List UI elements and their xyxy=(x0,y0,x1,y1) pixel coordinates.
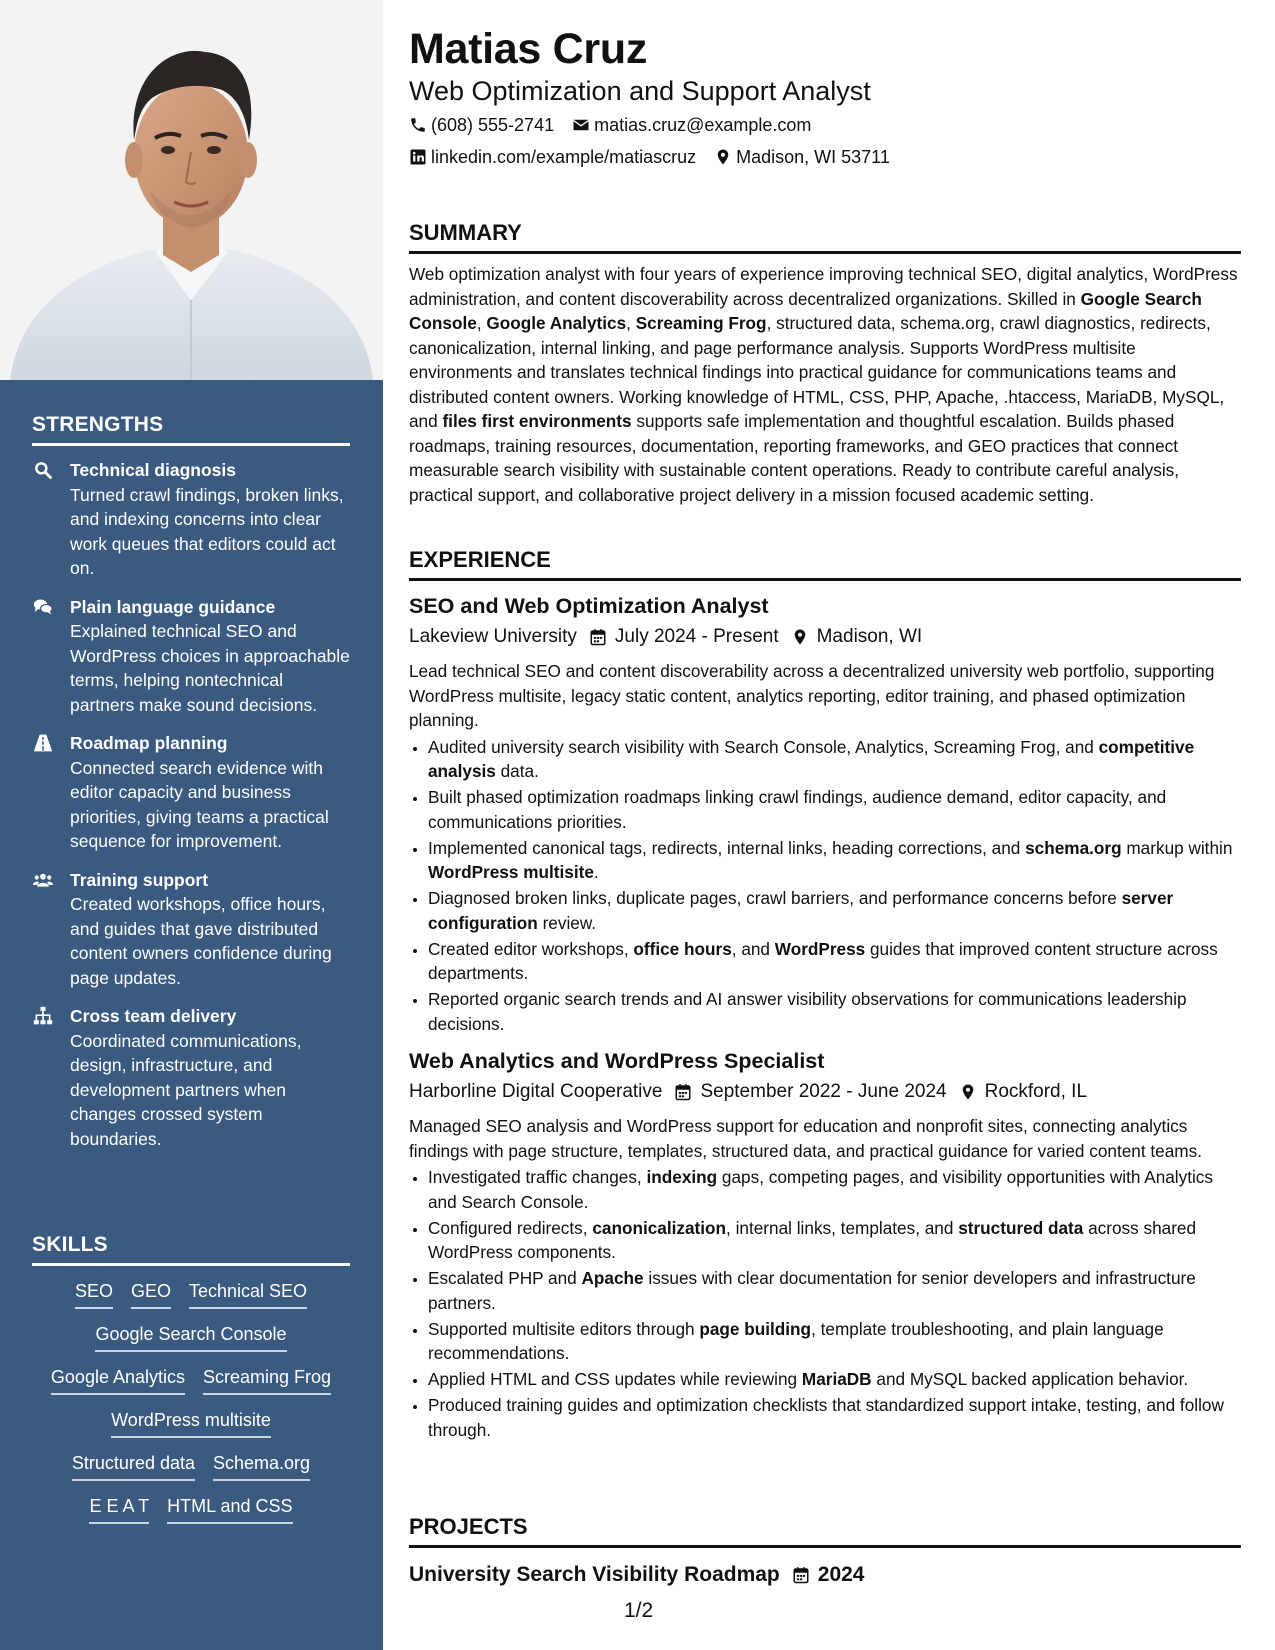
skill-tag: SEO xyxy=(75,1279,113,1309)
skill-tag: Structured data xyxy=(72,1451,195,1481)
list-item xyxy=(428,1216,1241,1265)
list-item xyxy=(428,1393,1241,1442)
text-segment: Investigated traffic changes, xyxy=(428,1167,647,1187)
strength-title: Technical diagnosis xyxy=(70,460,236,480)
skills-row xyxy=(32,1408,350,1438)
sitemap-icon xyxy=(32,1006,54,1026)
text-segment: markup within xyxy=(1121,837,1233,858)
email-text: matias.cruz@example.com xyxy=(594,115,812,135)
contact-linkedin xyxy=(409,145,696,169)
skill-tag: Screaming Frog xyxy=(203,1365,331,1395)
location-text: Madison, WI xyxy=(816,626,923,647)
strength-description: Created workshops, office hours, and guides that gave distributed content owners confidence during page updates. xyxy=(70,894,332,988)
bold-text: files first environments xyxy=(442,411,632,431)
text-segment: Escalated PHP and xyxy=(428,1268,582,1288)
text-segment: Implemented canonical tags, redirects, internal links, heading corrections, and xyxy=(428,837,1026,858)
map-pin-icon xyxy=(959,1083,977,1101)
project-title: University Search Visibility Roadmap xyxy=(409,1563,780,1586)
bold-text: Apache xyxy=(581,1268,644,1288)
list-item xyxy=(428,937,1241,986)
strength-item xyxy=(32,868,350,991)
skills-row xyxy=(32,1322,350,1352)
strength-item xyxy=(32,731,350,854)
list-item xyxy=(428,1165,1241,1214)
text-segment: Reported organic search trends and AI answer visibility observations for communications leadership decisions. xyxy=(428,989,1187,1034)
strength-description: Explained technical SEO and WordPress choices in approachable terms, helping nontechnical partners make sound decisions. xyxy=(70,621,350,715)
text-segment: review. xyxy=(537,912,597,933)
bold-text: office hours xyxy=(633,938,732,959)
company-name: Lakeview University xyxy=(409,626,577,647)
search-icon xyxy=(32,460,54,480)
strength-title: Cross team delivery xyxy=(70,1006,237,1026)
text-segment: Built phased optimization roadmaps linking crawl findings, audience demand, editor capacity, and communications priorities. xyxy=(428,787,1167,832)
envelope-icon xyxy=(572,116,590,134)
skill-tag: HTML and CSS xyxy=(167,1494,292,1524)
skill-tag: Technical SEO xyxy=(189,1279,307,1309)
job-bullets xyxy=(409,1165,1241,1442)
bold-text: canonicalization xyxy=(592,1217,727,1238)
text-segment: , xyxy=(626,313,636,333)
skills-row xyxy=(32,1451,350,1481)
map-pin-icon xyxy=(791,628,809,646)
skills-row xyxy=(32,1279,350,1309)
strength-description: Coordinated communications, design, infrastructure, and development partners when changes crossed system boundaries. xyxy=(70,1030,302,1149)
list-item xyxy=(428,886,1241,935)
text-segment: . xyxy=(593,862,599,882)
skills-row xyxy=(32,1365,350,1395)
profile-photo xyxy=(0,0,383,380)
dates-text: September 2022 - June 2024 xyxy=(700,1081,947,1102)
sidebar xyxy=(0,0,383,1650)
strengths-section xyxy=(32,413,350,1151)
bold-text: schema.org xyxy=(1025,837,1122,858)
bold-text: WordPress multisite xyxy=(428,862,594,882)
list-item xyxy=(428,836,1241,885)
bold-text: WordPress xyxy=(774,938,866,959)
bold-text: indexing xyxy=(646,1167,718,1187)
text-segment: , internal links, templates, and xyxy=(726,1217,959,1238)
comments-icon xyxy=(32,597,54,617)
skill-tag: GEO xyxy=(131,1279,171,1309)
text-segment: , template troubleshooting, and plain language recommendations. xyxy=(428,1318,1164,1363)
skill-tag: WordPress multisite xyxy=(111,1408,271,1438)
job-description: Managed SEO analysis and WordPress support for education and nonprofit sites, connecting analytics findings with page structure, templates, structured data, and practical guidance for varied content teams. xyxy=(409,1116,1202,1161)
list-item xyxy=(428,735,1241,784)
strength-title: Training support xyxy=(70,869,209,890)
job-dates xyxy=(589,623,779,651)
page-number: 1/2 xyxy=(624,1599,654,1622)
job-description: Lead technical SEO and content discoverability across a decentralized university web portfolio, supporting WordPress multisite, legacy static content, analytics reporting, editor training, and phased optimization planning. xyxy=(409,661,1215,730)
text-segment: Configured redirects, xyxy=(428,1217,593,1238)
projects-heading: PROJECTS xyxy=(409,1513,1241,1548)
contact-email xyxy=(572,113,811,137)
skill-tag: E E A T xyxy=(89,1494,149,1524)
experience-section xyxy=(409,546,1241,1442)
contact-row xyxy=(409,145,890,169)
users-icon xyxy=(32,870,54,890)
calendar-icon xyxy=(589,628,607,646)
skills-row xyxy=(32,1494,350,1524)
text-segment: Audited university search visibility with Search Console, Analytics, Screaming Frog, and xyxy=(428,736,1099,757)
job-bullets xyxy=(409,735,1241,1037)
bold-text: page building xyxy=(699,1318,812,1339)
dates-text: July 2024 - Present xyxy=(614,626,779,647)
job-location xyxy=(959,1078,1087,1106)
job-title: Web Analytics and WordPress Specialist xyxy=(409,1049,825,1073)
text-segment: issues with clear documentation for senior developers and infrastructure partners. xyxy=(428,1268,1196,1313)
text-segment: Created editor workshops, xyxy=(428,938,634,959)
job-meta xyxy=(409,1078,1241,1106)
location-text: Rockford, IL xyxy=(984,1081,1088,1102)
job-location xyxy=(791,623,923,651)
job-dates xyxy=(674,1078,946,1106)
text-segment: supports safe implementation and thoughtful escalation. Builds phased roadmaps, training resources, documentation, reporting frameworks, and GEO practices that connect measurable search visibility with sustainable content operations. Ready to contribute careful analysis, practical support, and collaborative project delivery in a mission focused academic setting. xyxy=(409,411,1180,505)
location-text: Madison, WI 53711 xyxy=(736,147,890,167)
phone-text: (608) 555-2741 xyxy=(431,115,555,135)
skill-tag: Google Analytics xyxy=(51,1365,185,1395)
text-segment: , and xyxy=(731,938,775,959)
strength-description: Turned crawl findings, broken links, and indexing concerns into clear work queues that editors could act on. xyxy=(70,484,344,578)
job-title: SEO and Web Optimization Analyst xyxy=(409,594,769,618)
job-meta xyxy=(409,623,1241,651)
strength-title: Roadmap planning xyxy=(70,733,228,753)
summary-heading: SUMMARY xyxy=(409,219,1241,254)
bold-text: Google Search Console xyxy=(409,288,1202,333)
strength-item xyxy=(32,458,350,581)
text-segment: , xyxy=(476,313,487,333)
contact-row xyxy=(409,113,811,137)
list-item xyxy=(428,1317,1241,1366)
projects-section xyxy=(409,1513,1241,1590)
year-text: 2024 xyxy=(817,1563,865,1586)
text-segment: data. xyxy=(495,761,539,781)
text-segment: gaps, competing pages, and visibility opportunities with Analytics and Search Console. xyxy=(428,1167,1213,1212)
list-item xyxy=(428,987,1241,1036)
skills-heading: SKILLS xyxy=(32,1233,350,1266)
skill-tag: Schema.org xyxy=(213,1451,310,1481)
text-segment: Supported multisite editors through xyxy=(428,1318,700,1339)
skills-section xyxy=(32,1233,350,1524)
experience-heading: EXPERIENCE xyxy=(409,546,1241,581)
linkedin-text: linkedin.com/example/matiascruz xyxy=(431,147,697,167)
list-item xyxy=(428,1266,1241,1315)
strength-item xyxy=(32,595,350,718)
list-item xyxy=(428,1367,1241,1392)
bold-text: server configuration xyxy=(428,888,1174,933)
text-segment: Diagnosed broken links, duplicate pages, crawl barriers, and performance concerns before xyxy=(428,888,1122,908)
summary-text xyxy=(409,262,1241,507)
strengths-heading: STRENGTHS xyxy=(32,413,350,446)
bold-text: structured data xyxy=(958,1217,1084,1238)
candidate-name: Matias Cruz xyxy=(409,25,648,73)
summary-section xyxy=(409,219,1241,507)
text-segment: Produced training guides and optimization checklists that standardized support intake, testing, and follow through. xyxy=(428,1395,1224,1440)
contact-phone xyxy=(409,113,554,137)
bold-text: Google Analytics xyxy=(486,313,627,333)
strength-title: Plain language guidance xyxy=(70,596,276,617)
text-segment: guides that improved content structure across departments. xyxy=(428,938,1218,983)
text-segment: and MySQL backed application behavior. xyxy=(871,1369,1189,1389)
text-segment: , structured data, schema.org, crawl diagnostics, redirects, canonicalization, internal linking, and page performance analysis. Supports WordPress multisite environments and translates technical findings into practical guidance for communications teams and distributed content owners. Working knowledge of HTML, CSS, PHP, Apache, .htaccess, MariaDB, MySQL, and xyxy=(409,313,1225,431)
bold-text: MariaDB xyxy=(801,1369,872,1389)
project-entry xyxy=(409,1560,1241,1590)
calendar-icon xyxy=(674,1083,692,1101)
map-pin-icon xyxy=(714,148,732,166)
road-icon xyxy=(32,733,54,753)
project-year xyxy=(792,1560,865,1590)
text-segment: Web optimization analyst with four years of experience improving technical SEO, digital analytics, WordPress administration, and content discoverability across decentralized organizations. Skilled in xyxy=(409,264,1238,309)
bold-text: competitive analysis xyxy=(428,736,1195,781)
list-item xyxy=(428,785,1241,834)
bold-text: Screaming Frog xyxy=(635,313,767,333)
skills-list xyxy=(32,1279,350,1524)
linkedin-icon xyxy=(409,148,427,166)
company-name: Harborline Digital Cooperative xyxy=(409,1081,663,1102)
skill-tag: Google Search Console xyxy=(95,1322,286,1352)
contact-location xyxy=(714,145,890,169)
job-entry xyxy=(409,1046,1241,1442)
text-segment: across shared WordPress components. xyxy=(428,1217,1197,1262)
calendar-icon xyxy=(792,1566,810,1584)
candidate-title: Web Optimization and Support Analyst xyxy=(409,76,871,106)
phone-icon xyxy=(409,116,427,134)
job-entry xyxy=(409,591,1241,1036)
strength-item xyxy=(32,1004,350,1151)
strength-description: Connected search evidence with editor capacity and business priorities, giving teams a practical sequence for improvement. xyxy=(70,757,329,851)
text-segment: Applied HTML and CSS updates while reviewing xyxy=(428,1369,802,1389)
